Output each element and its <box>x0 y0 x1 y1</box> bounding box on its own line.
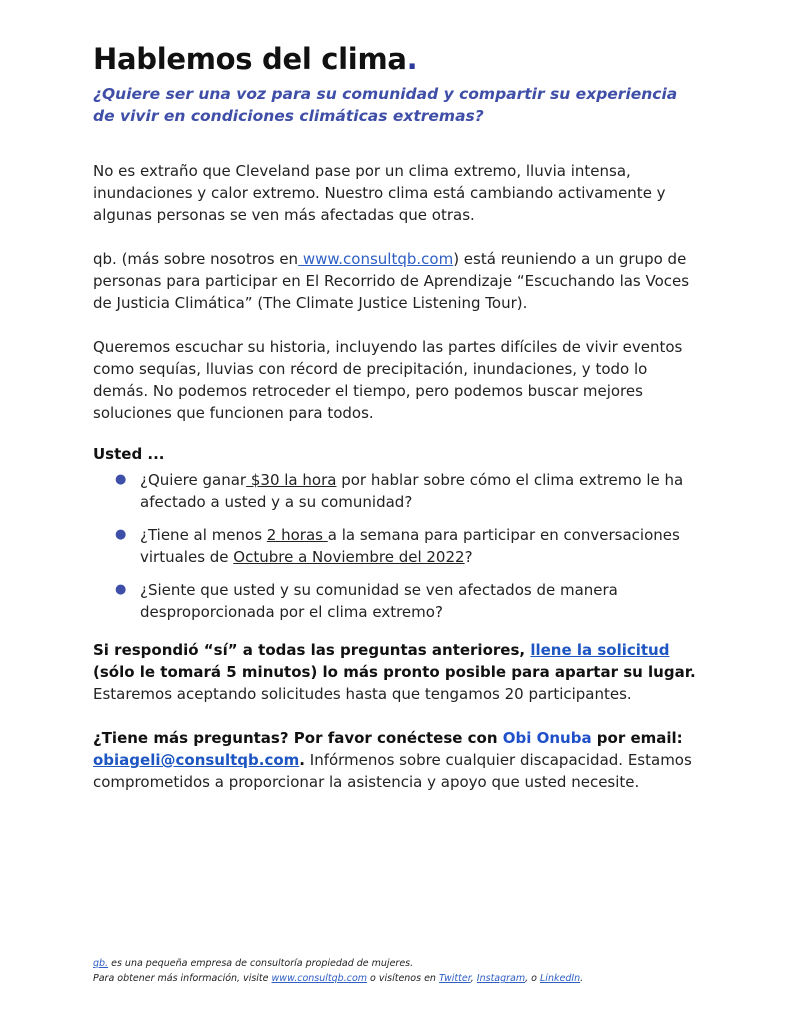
cta-bold-after: (sólo le tomará 5 minutos) lo más pronto posible para apartar su lugar. <box>93 663 696 681</box>
cta-normal: Estaremos aceptando solicitudes hasta que tengamos 20 participantes. <box>93 685 632 703</box>
cta-bold-before: Si respondió “sí” a todas las preguntas anteriores, <box>93 641 531 659</box>
flyer-page <box>93 42 703 793</box>
footer-line1-text: es una pequeña empresa de consultoría propiedad de mujeres. <box>108 958 414 969</box>
footer-sep-1: , <box>470 973 477 984</box>
contact-normal: Infórmenos sobre cualquier discapacidad. Estamos comprometidos a proporcionar la asistencia y apoyo que usted necesite. <box>93 751 692 791</box>
q3-text: ¿Siente que usted y su comunidad se ven afectados de manera desproporcionada por el clima extremo? <box>140 581 618 621</box>
q2-after: ? <box>464 548 473 566</box>
q1-pay-rate: $30 la hora <box>246 471 337 489</box>
contact-name: Obi Onuba <box>502 729 592 747</box>
subtitle: ¿Quiere ser una voz para su comunidad y compartir su experiencia de vivir en condiciones climáticas extremas? <box>93 85 678 125</box>
title-text: Hablemos del clima <box>93 42 407 76</box>
questions-heading: Usted ... <box>93 445 165 463</box>
contact-bold-middle: por email: <box>591 729 683 747</box>
q2-middle: a la semana para participar en conversaciones virtuales de <box>140 526 680 566</box>
q1-before: ¿Quiere ganar <box>140 471 247 489</box>
intro-paragraph-1: No es extraño que Cleveland pase por un clima extremo, lluvia intensa, inundaciones y calor extremo. Nuestro clima está cambiando activamente y algunas personas se ven más afectadas que otras. <box>93 162 666 224</box>
p2-text-before: qb. (más sobre nosotros en <box>93 250 299 268</box>
question-item <box>115 524 703 568</box>
contact-paragraph <box>93 727 703 793</box>
title-dot: . <box>406 42 418 76</box>
page-title <box>93 42 703 76</box>
bullet-icon: ● <box>115 527 127 542</box>
bullet-icon: ● <box>115 472 127 487</box>
intro-paragraph-3: Queremos escuchar su historia, incluyendo las partes difíciles de vivir eventos como sequías, lluvias con récord de precipitación, inundaciones, y todo lo demás. No podemos retroceder el tiempo, pero podemos buscar mejores soluciones que funcionen para todos. <box>93 338 683 422</box>
questions-list <box>93 469 703 623</box>
call-to-action <box>93 639 703 705</box>
q2-date-range: Octubre a Noviembre del 2022 <box>233 548 465 566</box>
q2-hours: 2 horas <box>266 526 328 544</box>
footer-line2-end: . <box>580 973 584 984</box>
footer-line2-middle: o visítenos en <box>367 973 439 984</box>
footer-line-2 <box>93 971 713 986</box>
footer-linkedin-link[interactable]: LinkedIn <box>540 973 581 984</box>
bullet-icon: ● <box>115 582 127 597</box>
footer-line-1 <box>93 956 713 971</box>
footer-instagram-link[interactable]: Instagram <box>476 973 526 984</box>
contact-bold-before: ¿Tiene más preguntas? Por favor conéctese con <box>93 729 503 747</box>
footer-twitter-link[interactable]: Twitter <box>438 973 471 984</box>
intro-paragraph-2 <box>93 248 703 314</box>
email-link[interactable]: obiageli@consultqb.com <box>93 751 300 769</box>
p2-text-after: ) está reuniendo a un grupo de personas para participar en El Recorrido de Aprendizaje “Escuchando las Voces de Justicia Climática” (The Climate Justice Listening Tour). <box>93 250 690 312</box>
footer-brand-link[interactable]: qb. <box>93 958 109 969</box>
consultqb-link[interactable]: www.consultqb.com <box>298 250 454 268</box>
question-item <box>115 579 703 623</box>
footer-sep-2: , o <box>525 973 541 984</box>
question-item <box>115 469 703 513</box>
footer-line2-before: Para obtener más información, visite <box>93 973 272 984</box>
application-link[interactable]: llene la solicitud <box>530 641 670 659</box>
q1-after: por hablar sobre cómo el clima extremo le ha afectado a usted y a su comunidad? <box>140 471 684 511</box>
footer-site-link[interactable]: www.consultqb.com <box>271 973 368 984</box>
q2-before: ¿Tiene al menos <box>140 526 267 544</box>
contact-period: . <box>299 751 305 769</box>
footer <box>93 956 713 986</box>
